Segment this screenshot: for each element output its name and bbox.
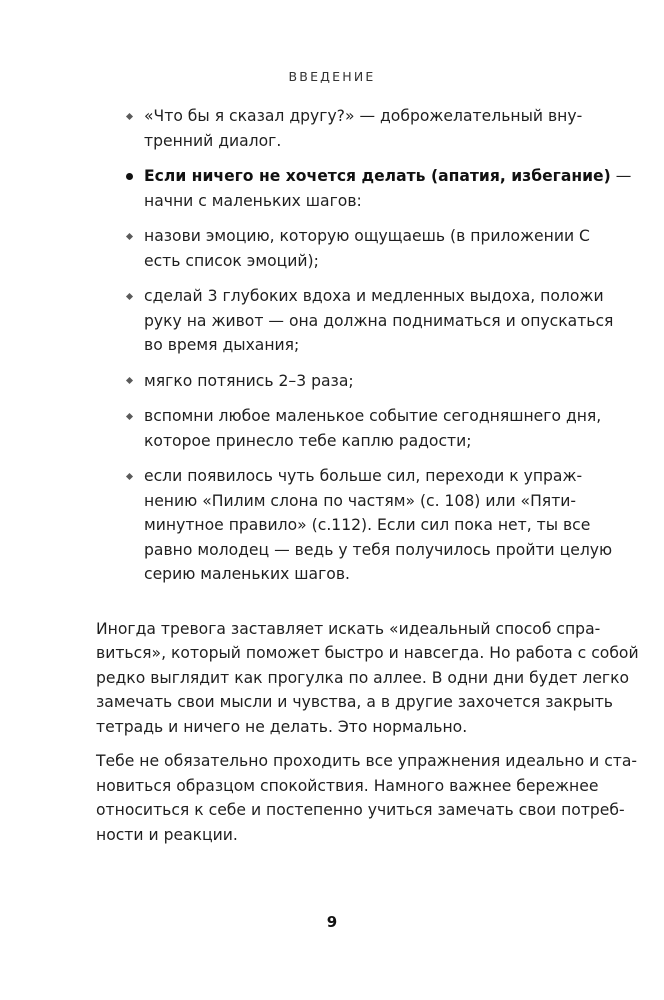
page-content <box>96 104 639 847</box>
nested-list-item <box>96 369 568 394</box>
diamond-bullet-icon <box>122 284 136 308</box>
list-item <box>96 104 583 153</box>
paragraph-line: редко выглядит как прогулка по аллее. В одни дни будет легко <box>96 668 630 687</box>
main-list-item <box>96 164 632 587</box>
nested-list-item-line: нению «Пилим слона по частям» (с. 108) или «Пяти- <box>144 491 577 510</box>
paragraph <box>96 617 639 740</box>
main-list-item-bold-text: Если ничего не хочется делать (апатия, избегание) <box>144 167 611 185</box>
nested-list-item-line: равно молодец — ведь у тебя получилось пройти целую <box>144 540 613 559</box>
main-list-item-dash: — <box>610 167 632 185</box>
nested-list-item-line: мягко потянись 2–3 раза; <box>144 371 354 390</box>
nested-list-item-line: руку на живот — она должна подниматься и опускаться <box>144 311 614 330</box>
paragraph-line: ности и реакции. <box>96 825 238 844</box>
main-list-item-first-line <box>144 164 632 189</box>
nested-list-item-line: если появилось чуть больше сил, переходи к упраж- <box>144 467 583 485</box>
nested-list <box>96 224 614 587</box>
nested-list-item <box>96 464 613 587</box>
nested-list-item-line: которое принесло тебе каплю радости; <box>144 431 472 450</box>
nested-list-item-line: во время дыхания; <box>144 336 300 354</box>
diamond-bullet-icon <box>122 369 136 393</box>
diamond-bullet-icon <box>122 224 136 248</box>
paragraph-line: тетрадь и ничего не делать. Это нормально. <box>96 717 468 736</box>
paragraph-line: Иногда тревога заставляет искать «идеальный способ спра- <box>96 619 601 638</box>
nested-list-item <box>96 224 590 273</box>
nested-list-item-line: серию маленьких шагов. <box>144 565 350 583</box>
nested-list-item-line: минутное правило» (с.112). Если сил пока нет, ты все <box>144 516 591 534</box>
main-list-item-second-line: начни с маленьких шагов: <box>144 191 362 210</box>
paragraph-line: замечать свои мысли и чувства, а в другие захочется закрыть <box>96 693 613 711</box>
running-header: ВВЕДЕНИЕ <box>288 69 376 84</box>
paragraph <box>96 749 638 847</box>
diamond-bullet-icon <box>122 404 136 428</box>
page-number: 9 <box>326 913 338 931</box>
paragraph-line: виться», который поможет быстро и навсегда. Но работа с собой <box>96 644 639 662</box>
paragraph-line: относиться к себе и постепенно учиться замечать свои потреб- <box>96 801 625 819</box>
list-item-line: тренний диалог. <box>144 131 282 150</box>
diamond-bullet-icon <box>122 464 136 488</box>
list-item-line: «Что бы я сказал другу?» — доброжелательный вну- <box>144 107 583 125</box>
nested-list-item-line: сделай 3 глубоких вдоха и медленных выдоха, положи <box>144 287 604 305</box>
nested-list-item-line: вспомни любое маленькое событие сегодняшнего дня, <box>144 407 602 425</box>
paragraph-line: новиться образцом спокойствия. Намного важнее бережнее <box>96 776 599 795</box>
nested-list-item <box>96 284 614 358</box>
diamond-bullet-icon <box>122 104 136 128</box>
nested-list-item-line: назови эмоцию, которую ощущаешь (в приложении С <box>144 227 590 245</box>
paragraph-line: Тебе не обязательно проходить все упражнения идеально и ста- <box>96 752 638 770</box>
nested-list-item-line: есть список эмоций); <box>144 251 319 270</box>
round-bullet-icon <box>122 164 136 188</box>
nested-list-item <box>96 404 602 453</box>
